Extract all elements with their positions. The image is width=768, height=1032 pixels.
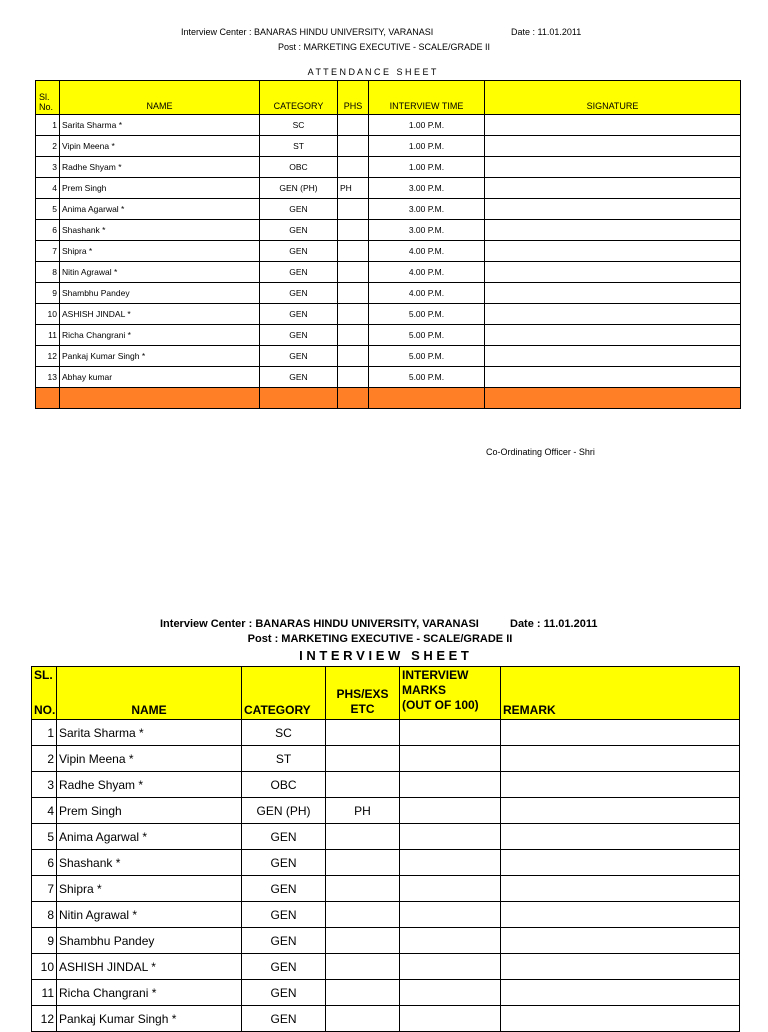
interview-marks-cell: [400, 954, 501, 980]
category-cell: GEN: [242, 876, 326, 902]
category-cell: OBC: [260, 157, 338, 178]
col-signature: SIGNATURE: [485, 81, 741, 115]
phs-exs-cell: [326, 902, 400, 928]
interview-title: I N T E R V I E W S H E E T: [299, 648, 469, 663]
blank-cell: [338, 388, 369, 409]
name-cell: Richa Changrani *: [60, 325, 260, 346]
name-cell: Shambhu Pandey: [57, 928, 242, 954]
signature-cell: [485, 346, 741, 367]
interview-time-cell: 4.00 P.M.: [369, 262, 485, 283]
interview-time-cell: 1.00 P.M.: [369, 157, 485, 178]
remark-cell: [501, 980, 740, 1006]
interview-date: Date : 11.01.2011: [510, 618, 598, 630]
col-name: NAME: [60, 81, 260, 115]
remark-cell: [501, 850, 740, 876]
name-cell: Prem Singh: [60, 178, 260, 199]
remark-cell: [501, 876, 740, 902]
phs-cell: [338, 241, 369, 262]
signature-cell: [485, 262, 741, 283]
name-cell: Shashank *: [60, 220, 260, 241]
interview-row: [32, 954, 740, 980]
attendance-row: [36, 136, 741, 157]
attendance-row: [36, 325, 741, 346]
signature-cell: [485, 241, 741, 262]
interview-time-cell: 1.00 P.M.: [369, 115, 485, 136]
attendance-row: [36, 304, 741, 325]
phs-exs-cell: [326, 876, 400, 902]
sl-cell: 6: [36, 220, 60, 241]
phs-cell: [338, 367, 369, 388]
sl-cell: 8: [32, 902, 57, 928]
remark-cell: [501, 746, 740, 772]
category-cell: GEN: [260, 262, 338, 283]
phs-exs-cell: [326, 1006, 400, 1032]
remark-cell: [501, 772, 740, 798]
category-cell: GEN (PH): [260, 178, 338, 199]
interview-marks-cell: [400, 850, 501, 876]
phs-cell: [338, 346, 369, 367]
remark-cell: [501, 824, 740, 850]
sl-cell: 10: [36, 304, 60, 325]
blank-cell: [369, 388, 485, 409]
interview-row: [32, 902, 740, 928]
interview-marks-cell: [400, 902, 501, 928]
category-cell: GEN: [260, 304, 338, 325]
sl-cell: 3: [36, 157, 60, 178]
interview-time-cell: 4.00 P.M.: [369, 241, 485, 262]
attendance-row: [36, 367, 741, 388]
phs-exs-cell: [326, 746, 400, 772]
sl-cell: 8: [36, 262, 60, 283]
name-cell: ASHISH JINDAL *: [57, 954, 242, 980]
interview-marks-cell: [400, 720, 501, 746]
interview-header-row: [32, 667, 740, 720]
attendance-date: Date : 11.01.2011: [511, 27, 582, 37]
name-cell: ASHISH JINDAL *: [60, 304, 260, 325]
category-cell: OBC: [242, 772, 326, 798]
signature-cell: [485, 199, 741, 220]
category-cell: ST: [242, 746, 326, 772]
sl-cell: 10: [32, 954, 57, 980]
attendance-title: A T T E N D A N C E S H E E T: [307, 67, 437, 77]
attendance-header-row: [36, 81, 741, 115]
interview-time-cell: 4.00 P.M.: [369, 283, 485, 304]
remark-cell: [501, 954, 740, 980]
interview-time-cell: 3.00 P.M.: [369, 199, 485, 220]
phs-cell: [338, 115, 369, 136]
sl-cell: 1: [32, 720, 57, 746]
phs-exs-cell: [326, 850, 400, 876]
col-phs-exs: PHS/EXS ETC: [326, 667, 400, 720]
col-phs: PHS: [338, 81, 369, 115]
sl-cell: 11: [36, 325, 60, 346]
col-name: NAME: [57, 667, 242, 720]
phs-cell: PH: [338, 178, 369, 199]
name-cell: Shashank *: [57, 850, 242, 876]
sl-cell: 7: [36, 241, 60, 262]
signature-cell: [485, 304, 741, 325]
interview-row: [32, 876, 740, 902]
sl-cell: 7: [32, 876, 57, 902]
sl-cell: 13: [36, 367, 60, 388]
name-cell: Nitin Agrawal *: [60, 262, 260, 283]
phs-cell: [338, 157, 369, 178]
name-cell: Radhe Shyam *: [60, 157, 260, 178]
signature-cell: [485, 325, 741, 346]
interview-time-cell: 5.00 P.M.: [369, 367, 485, 388]
category-cell: GEN: [242, 980, 326, 1006]
category-cell: GEN: [242, 1006, 326, 1032]
interview-marks-cell: [400, 824, 501, 850]
name-cell: Vipin Meena *: [57, 746, 242, 772]
interview-post: Post : MARKETING EXECUTIVE - SCALE/GRADE II: [247, 633, 513, 645]
name-cell: Shipra *: [57, 876, 242, 902]
name-cell: Abhay kumar: [60, 367, 260, 388]
category-cell: GEN: [260, 283, 338, 304]
sl-cell: 5: [36, 199, 60, 220]
name-cell: Shambhu Pandey: [60, 283, 260, 304]
interview-marks-cell: [400, 798, 501, 824]
remark-cell: [501, 798, 740, 824]
category-cell: ST: [260, 136, 338, 157]
interview-row: [32, 798, 740, 824]
sl-cell: 6: [32, 850, 57, 876]
interview-marks-cell: [400, 746, 501, 772]
attendance-row: [36, 157, 741, 178]
interview-time-cell: 3.00 P.M.: [369, 220, 485, 241]
phs-exs-cell: [326, 824, 400, 850]
attendance-row: [36, 220, 741, 241]
phs-cell: [338, 199, 369, 220]
name-cell: Sarita Sharma *: [57, 720, 242, 746]
attendance-row: [36, 262, 741, 283]
signature-cell: [485, 136, 741, 157]
interview-table: [31, 666, 740, 1032]
interview-row: [32, 720, 740, 746]
interview-row: [32, 824, 740, 850]
name-cell: Pankaj Kumar Singh *: [60, 346, 260, 367]
sl-cell: 4: [36, 178, 60, 199]
col-sl: SL. NO.: [32, 667, 57, 720]
phs-cell: [338, 325, 369, 346]
signature-cell: [485, 367, 741, 388]
name-cell: Nitin Agrawal *: [57, 902, 242, 928]
interview-row: [32, 772, 740, 798]
remark-cell: [501, 720, 740, 746]
sl-cell: 12: [32, 1006, 57, 1032]
name-cell: Richa Changrani *: [57, 980, 242, 1006]
interview-row: [32, 1006, 740, 1032]
interview-marks-cell: [400, 772, 501, 798]
interview-row: [32, 850, 740, 876]
sl-cell: 1: [36, 115, 60, 136]
attendance-blank-row: [36, 388, 741, 409]
col-remark: REMARK: [501, 667, 740, 720]
category-cell: SC: [260, 115, 338, 136]
phs-exs-cell: [326, 772, 400, 798]
sl-cell: 3: [32, 772, 57, 798]
category-cell: SC: [242, 720, 326, 746]
signature-cell: [485, 178, 741, 199]
signature-cell: [485, 157, 741, 178]
attendance-row: [36, 283, 741, 304]
attendance-row: [36, 178, 741, 199]
category-cell: GEN (PH): [242, 798, 326, 824]
attendance-table: [35, 80, 741, 409]
attendance-row: [36, 199, 741, 220]
phs-cell: [338, 304, 369, 325]
name-cell: Prem Singh: [57, 798, 242, 824]
interview-time-cell: 3.00 P.M.: [369, 178, 485, 199]
name-cell: Pankaj Kumar Singh *: [57, 1006, 242, 1032]
name-cell: Shipra *: [60, 241, 260, 262]
sl-cell: 4: [32, 798, 57, 824]
interview-time-cell: 5.00 P.M.: [369, 346, 485, 367]
attendance-row: [36, 346, 741, 367]
phs-exs-cell: [326, 720, 400, 746]
sl-cell: 12: [36, 346, 60, 367]
phs-cell: [338, 220, 369, 241]
category-cell: GEN: [242, 902, 326, 928]
interview-row: [32, 980, 740, 1006]
category-cell: GEN: [260, 199, 338, 220]
interview-time-cell: 5.00 P.M.: [369, 325, 485, 346]
name-cell: Radhe Shyam *: [57, 772, 242, 798]
remark-cell: [501, 1006, 740, 1032]
name-cell: Vipin Meena *: [60, 136, 260, 157]
sl-cell: 11: [32, 980, 57, 1006]
phs-cell: [338, 136, 369, 157]
attendance-row: [36, 115, 741, 136]
remark-cell: [501, 902, 740, 928]
sl-cell: 9: [32, 928, 57, 954]
name-cell: Anima Agarwal *: [60, 199, 260, 220]
category-cell: GEN: [260, 325, 338, 346]
interview-row: [32, 928, 740, 954]
interview-center: Interview Center : BANARAS HINDU UNIVERSITY, VARANASI: [160, 618, 479, 630]
attendance-post: Post : MARKETING EXECUTIVE - SCALE/GRADE II: [277, 42, 491, 52]
interview-row: [32, 746, 740, 772]
phs-cell: [338, 262, 369, 283]
category-cell: GEN: [260, 241, 338, 262]
col-sl: Sl. No.: [36, 81, 60, 115]
col-interview-marks: INTERVIEW MARKS (OUT OF 100): [400, 667, 501, 720]
category-cell: GEN: [260, 346, 338, 367]
phs-exs-cell: [326, 928, 400, 954]
name-cell: Anima Agarwal *: [57, 824, 242, 850]
category-cell: GEN: [242, 850, 326, 876]
remark-cell: [501, 928, 740, 954]
name-cell: Sarita Sharma *: [60, 115, 260, 136]
attendance-center: Interview Center : BANARAS HINDU UNIVERSITY, VARANASI: [181, 27, 434, 37]
blank-cell: [36, 388, 60, 409]
category-cell: GEN: [242, 824, 326, 850]
interview-marks-cell: [400, 876, 501, 902]
coordinating-officer: Co-Ordinating Officer - Shri: [486, 447, 595, 457]
signature-cell: [485, 220, 741, 241]
phs-exs-cell: [326, 980, 400, 1006]
sl-cell: 2: [32, 746, 57, 772]
phs-exs-cell: [326, 954, 400, 980]
category-cell: GEN: [242, 954, 326, 980]
interview-marks-cell: [400, 980, 501, 1006]
sl-cell: 9: [36, 283, 60, 304]
interview-time-cell: 5.00 P.M.: [369, 304, 485, 325]
col-category: CATEGORY: [242, 667, 326, 720]
col-interview-time: INTERVIEW TIME: [369, 81, 485, 115]
phs-cell: [338, 283, 369, 304]
signature-cell: [485, 283, 741, 304]
sl-cell: 2: [36, 136, 60, 157]
signature-cell: [485, 115, 741, 136]
category-cell: GEN: [242, 928, 326, 954]
interview-marks-cell: [400, 1006, 501, 1032]
category-cell: GEN: [260, 220, 338, 241]
interview-marks-cell: [400, 928, 501, 954]
sl-cell: 5: [32, 824, 57, 850]
attendance-row: [36, 241, 741, 262]
col-category: CATEGORY: [260, 81, 338, 115]
blank-cell: [60, 388, 260, 409]
interview-time-cell: 1.00 P.M.: [369, 136, 485, 157]
phs-exs-cell: PH: [326, 798, 400, 824]
category-cell: GEN: [260, 367, 338, 388]
blank-cell: [260, 388, 338, 409]
blank-cell: [485, 388, 741, 409]
